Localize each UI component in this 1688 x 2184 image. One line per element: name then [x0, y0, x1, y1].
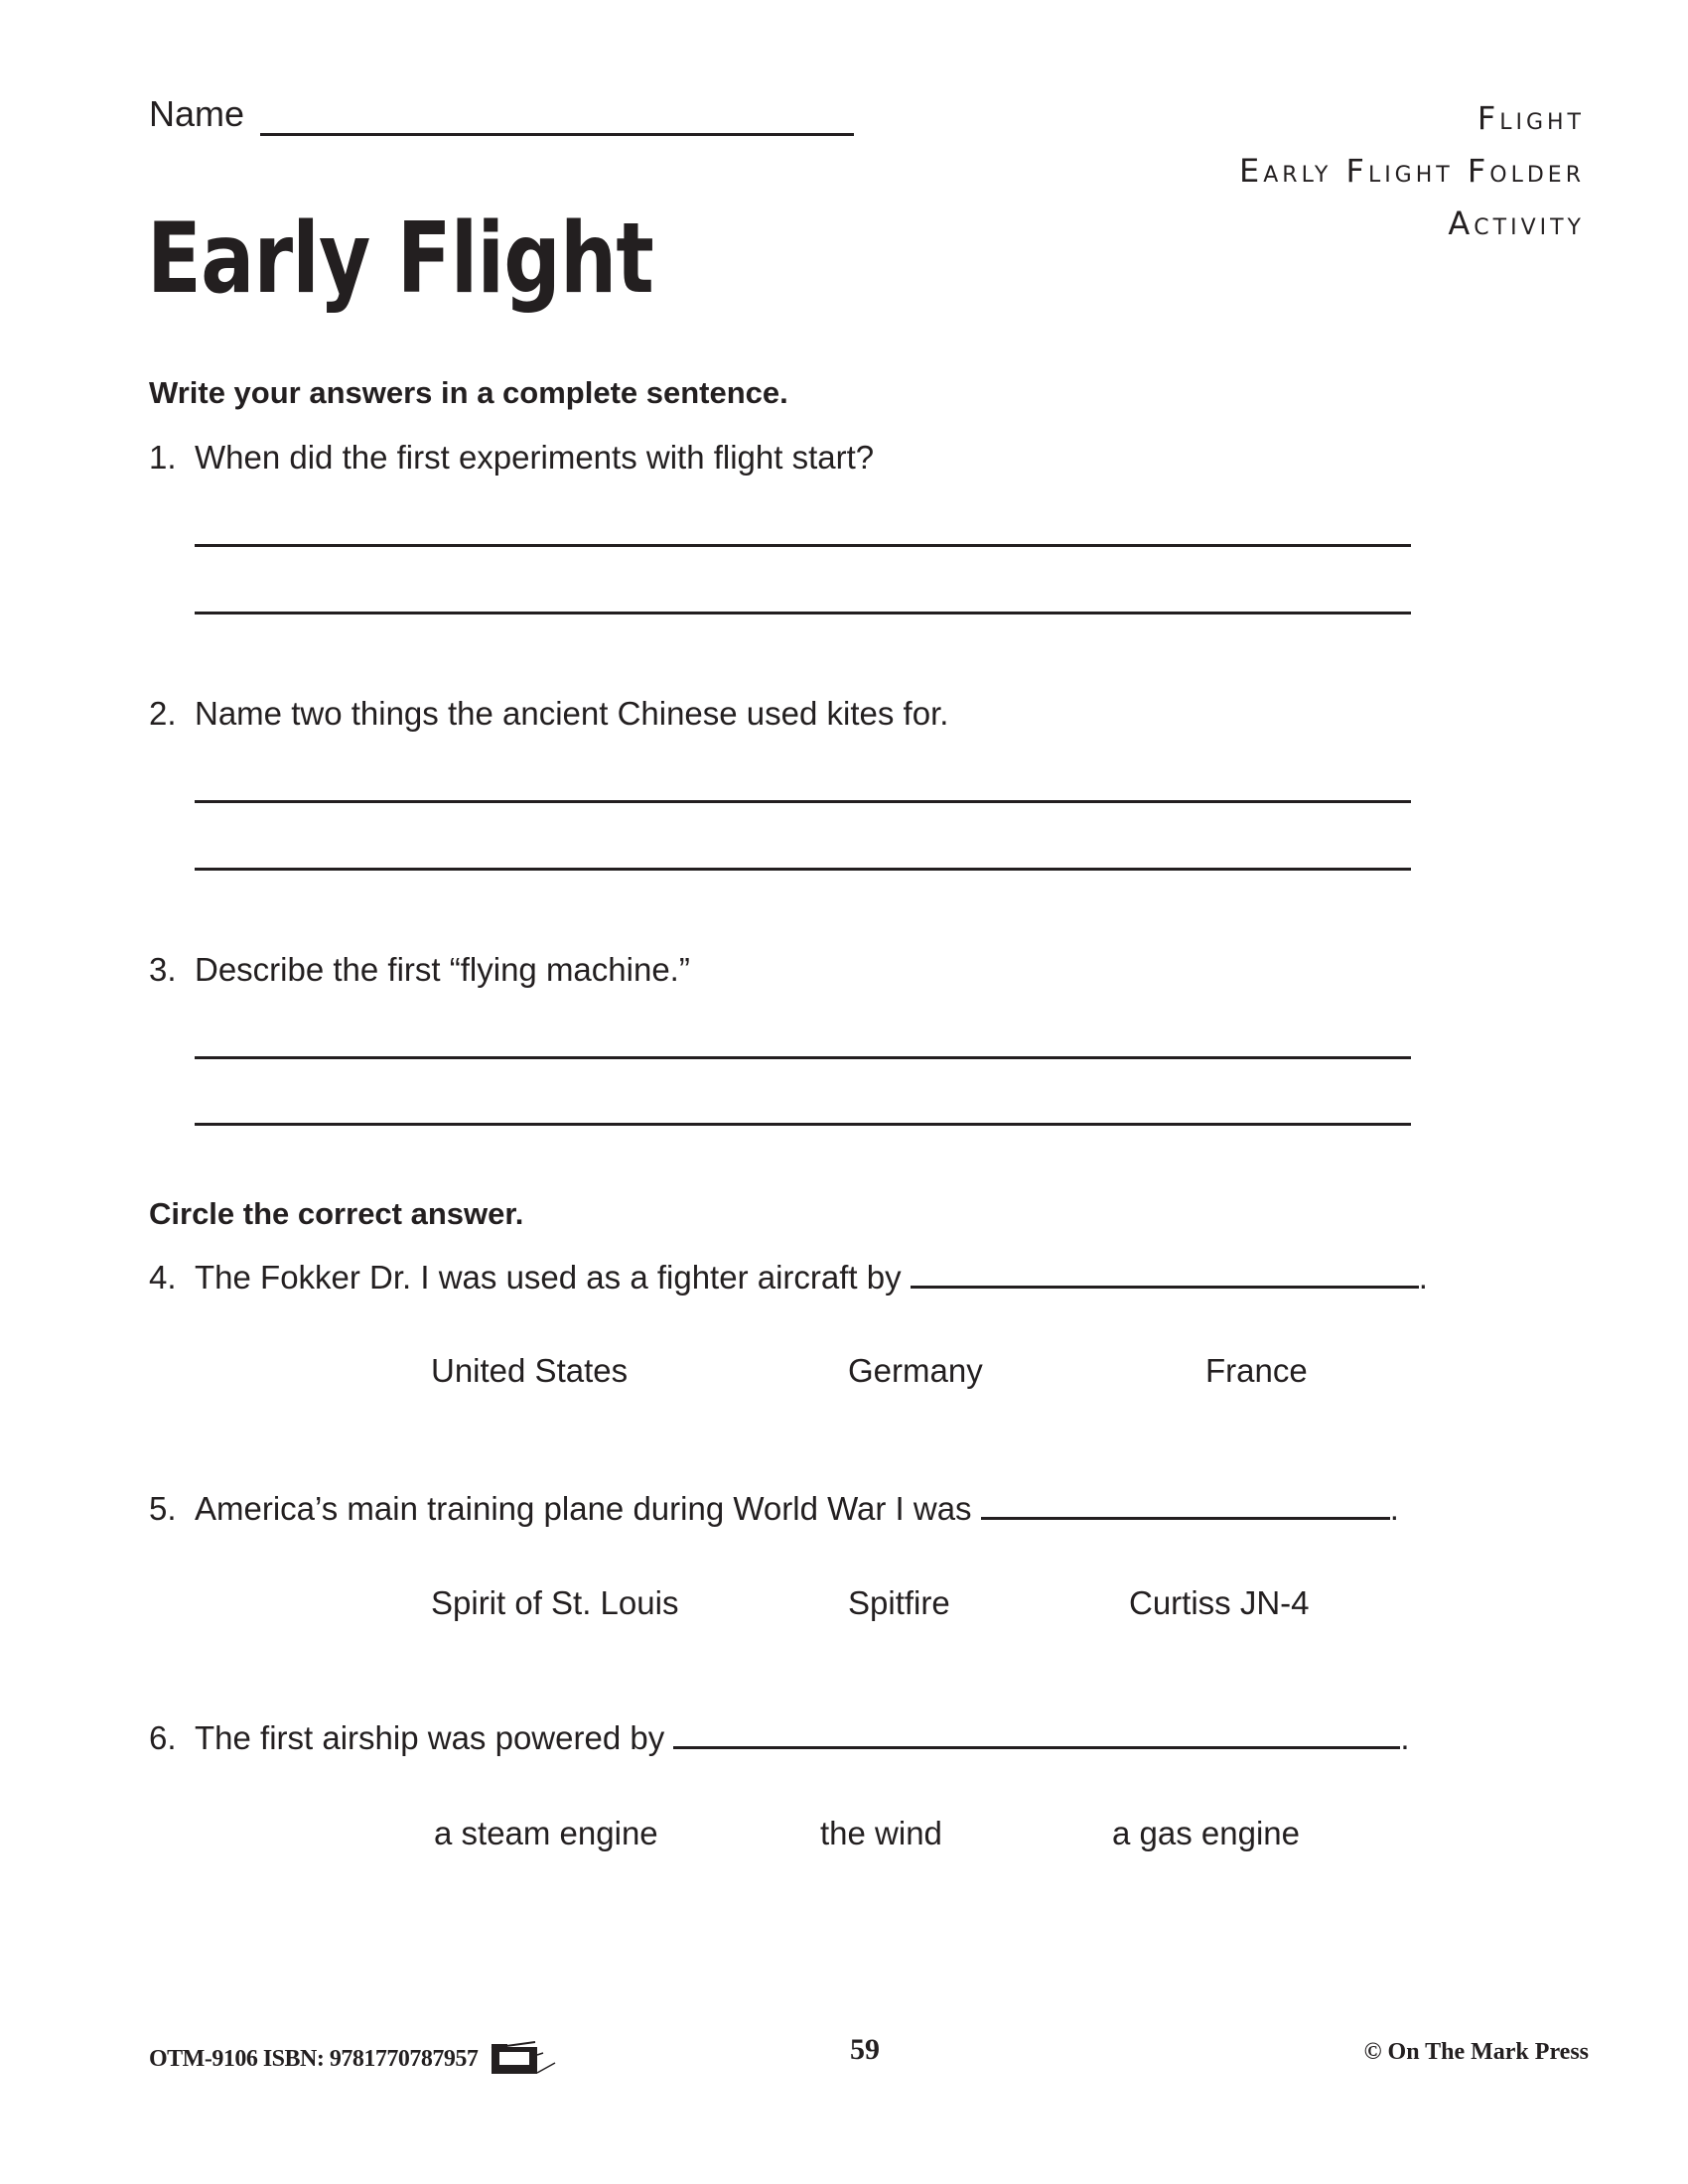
option-gas-engine[interactable]: a gas engine: [1112, 1815, 1300, 1851]
question-5: [149, 1490, 1399, 1528]
question-number: 3.: [149, 951, 177, 988]
question-6: [149, 1719, 1410, 1757]
instruction-written: Write your answers in a complete sentence.: [149, 375, 788, 410]
name-field-line[interactable]: [260, 133, 854, 136]
question-text: When did the first experiments with flight start?: [195, 439, 875, 476]
option-spirit-of-st-louis[interactable]: Spirit of St. Louis: [431, 1584, 679, 1621]
question-3: [149, 951, 690, 989]
page-number: 59: [850, 2033, 880, 2066]
answer-blank[interactable]: [673, 1720, 1400, 1749]
answer-line[interactable]: [195, 1056, 1411, 1059]
answer-line[interactable]: [195, 1123, 1411, 1126]
option-united-states[interactable]: United States: [431, 1352, 629, 1389]
question-number: 2.: [149, 695, 177, 732]
question-number: 4.: [149, 1259, 177, 1296]
code-isbn-text: OTM-9106 ISBN: 9781770787957: [149, 2046, 479, 2073]
question-2: [149, 695, 948, 733]
question-text: America’s main training plane during World War I was: [195, 1490, 972, 1527]
answer-blank[interactable]: [911, 1260, 1419, 1289]
question-text: Describe the first “flying machine.”: [195, 951, 690, 988]
question-number: 6.: [149, 1719, 177, 1756]
name-label: Name: [149, 93, 245, 134]
question-text: The first airship was powered by: [195, 1719, 665, 1756]
question-4: [149, 1259, 1428, 1297]
option-the-wind[interactable]: the wind: [820, 1815, 942, 1851]
option-steam-engine[interactable]: a steam engine: [434, 1815, 658, 1851]
answer-line[interactable]: [195, 868, 1411, 871]
question-number: 5.: [149, 1490, 177, 1527]
category-line-folder: Early Flight Folder: [1239, 152, 1585, 190]
question-number: 1.: [149, 439, 177, 476]
sentence-end: .: [1389, 1490, 1399, 1527]
option-france[interactable]: France: [1205, 1352, 1308, 1389]
question-text: Name two things the ancient Chinese used kites for.: [195, 695, 949, 732]
photocopier-icon: [490, 2039, 557, 2082]
option-germany[interactable]: Germany: [848, 1352, 983, 1389]
question-1: [149, 439, 874, 477]
sentence-end: .: [1418, 1259, 1428, 1296]
sentence-end: .: [1400, 1719, 1410, 1756]
category-line-subject: Flight: [1477, 99, 1585, 137]
copyright: © On The Mark Press: [1363, 2039, 1589, 2065]
answer-line[interactable]: [195, 612, 1411, 614]
instruction-circle: Circle the correct answer.: [149, 1196, 524, 1231]
footer-code-isbn: [149, 2039, 557, 2082]
page-title: Early Flight: [147, 203, 653, 316]
option-spitfire[interactable]: Spitfire: [848, 1584, 950, 1621]
answer-line[interactable]: [195, 544, 1411, 547]
category-line-type: Activity: [1448, 205, 1585, 242]
answer-line[interactable]: [195, 800, 1411, 803]
answer-blank[interactable]: [981, 1491, 1390, 1520]
option-curtiss-jn-4[interactable]: Curtiss JN-4: [1129, 1584, 1310, 1621]
question-text: The Fokker Dr. I was used as a fighter aircraft by: [195, 1259, 902, 1296]
